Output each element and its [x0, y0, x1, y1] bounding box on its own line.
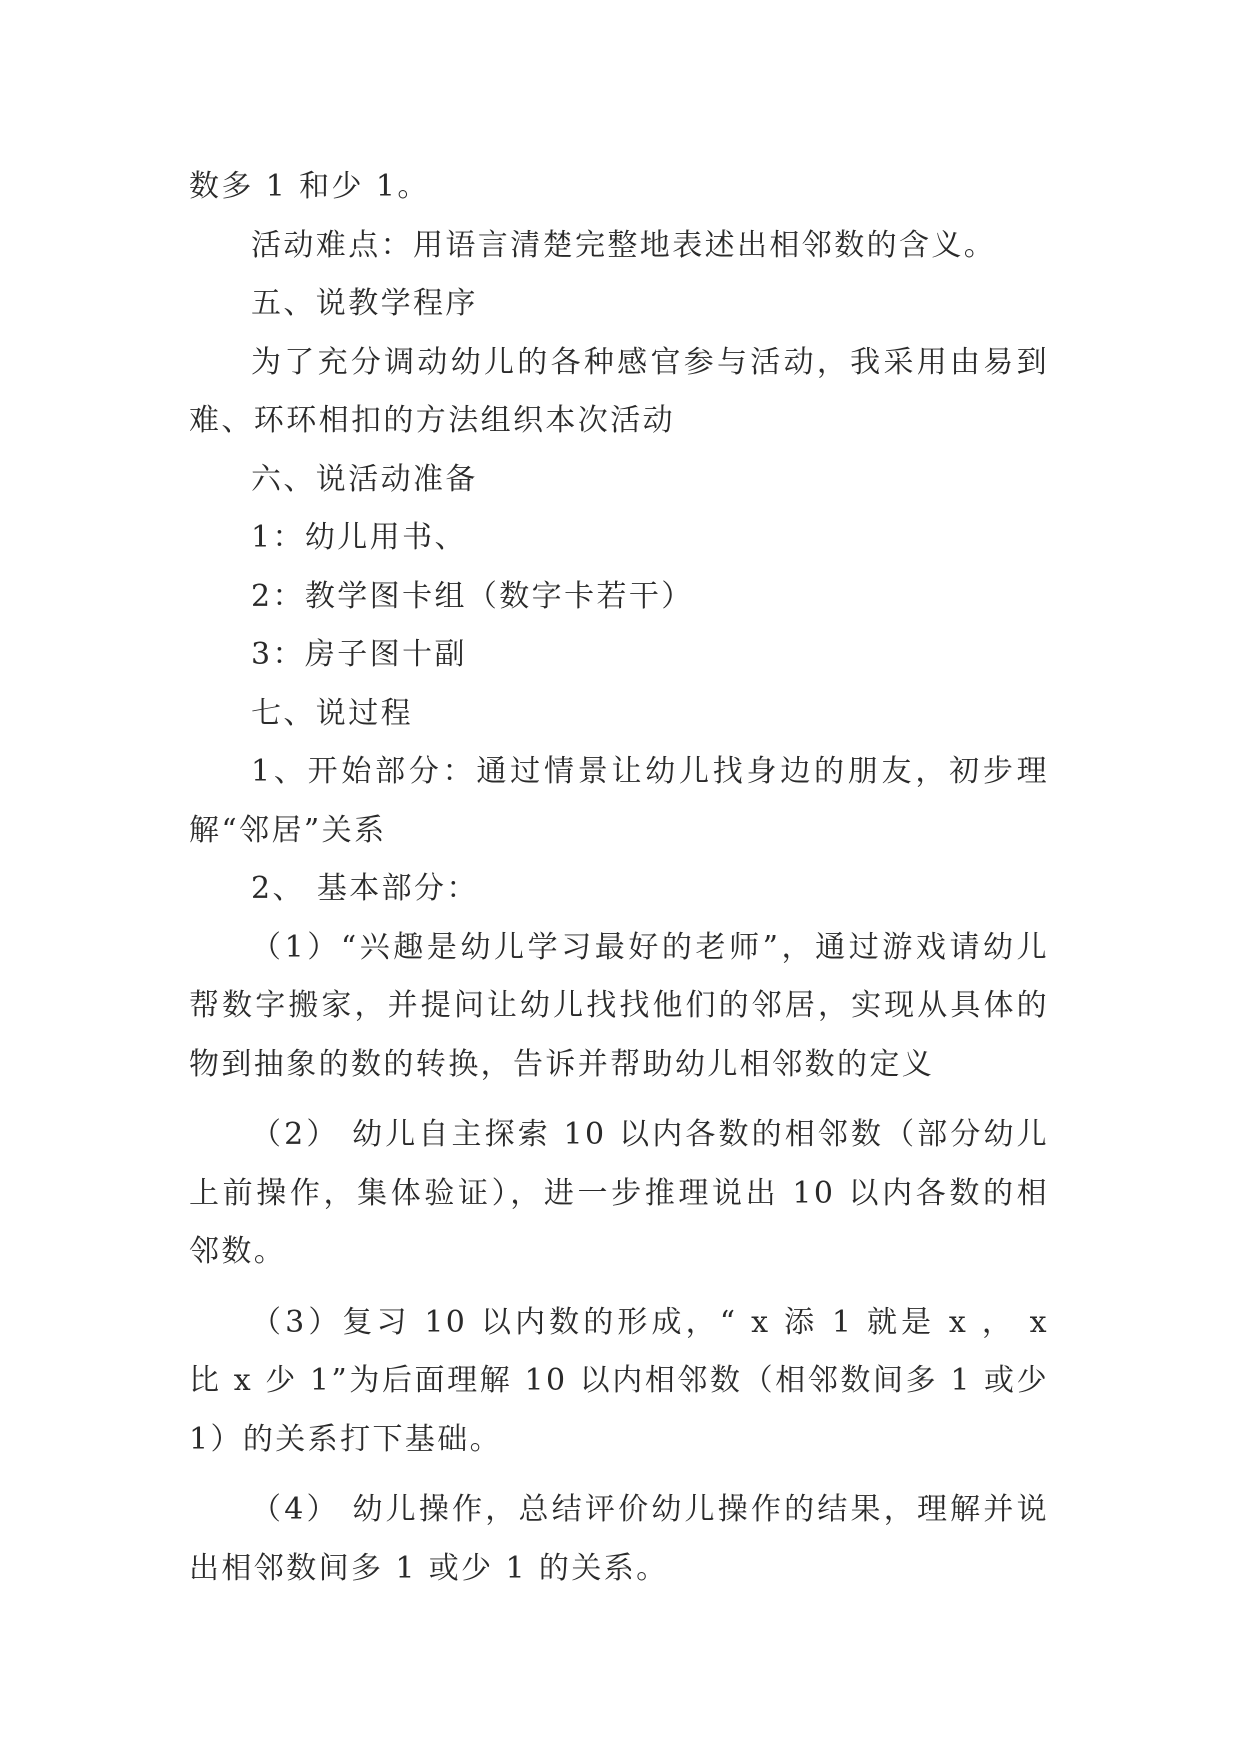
paragraph: 1、开始部分：通过情景让幼儿找身边的朋友，初步理解“邻居”关系	[189, 754, 1049, 848]
paragraph: 六、说活动准备	[251, 461, 478, 497]
paragraph: 1：幼儿用书、	[251, 520, 467, 555]
document-body	[189, 158, 1049, 1598]
paragraph: （4） 幼儿操作，总结评价幼儿操作的结果，理解并说出相邻数间多 1 或少 1 的关系。	[189, 1492, 1049, 1586]
paragraph: 2：教学图卡组（数字卡若干）	[251, 578, 694, 614]
paragraph: 3：房子图十副	[251, 637, 467, 672]
paragraph: 活动难点：用语言清楚完整地表述出相邻数的含义。	[251, 227, 997, 263]
paragraph: 五、说教学程序	[251, 286, 478, 321]
paragraph: （1）“兴趣是幼儿学习最好的老师”，通过游戏请幼儿帮数字搬家，并提问让幼儿找找他们的邻居，实现从具体的物到抽象的数的转换，告诉并帮助幼儿相邻数的定义	[189, 929, 1049, 1082]
paragraph: （2） 幼儿自主探索 10 以内各数的相邻数（部分幼儿上前操作，集体验证），进一步推理说出 10 以内各数的相邻数。	[189, 1117, 1049, 1269]
paragraph: （3）复习 10 以内数的形成，“ x 添 1 就是 x ， x 比 x 少 1”为后面理解 10 以内相邻数（相邻数间多 1 或少 1）的关系打下基础。	[189, 1304, 1049, 1457]
paragraph: 2、 基本部分：	[251, 871, 479, 906]
paragraph: 数多 1 和少 1。	[189, 169, 430, 204]
paragraph: 为了充分调动幼儿的各种感官参与活动，我采用由易到难、环环相扣的方法组织本次活动	[189, 344, 1049, 438]
paragraph: 七、说过程	[251, 695, 413, 731]
